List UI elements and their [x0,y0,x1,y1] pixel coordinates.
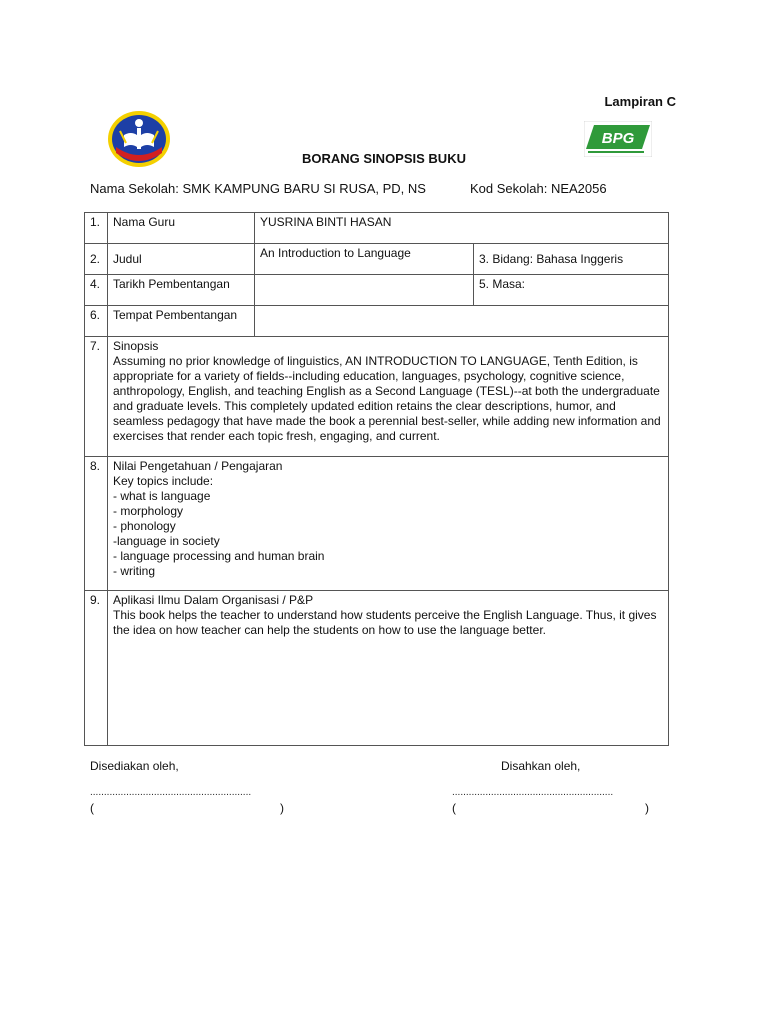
book-title-value[interactable]: An Introduction to Language [255,244,474,275]
presentation-place-label: Tempat Pembentangan [108,306,255,337]
row-number: 2. [85,244,108,275]
form-row-place [85,306,669,337]
form-row-knowledge [85,457,669,591]
knowledge-cell[interactable] [108,457,669,591]
prepared-by-label: Disediakan oleh, [90,759,179,773]
approved-open-paren: ( [452,801,456,815]
application-text: This book helps the teacher to understand how students perceive the English Language. Thus, it gives the idea on how teacher can help the students on how to use the language better. [113,608,657,637]
prepared-close-paren: ) [280,801,284,815]
knowledge-heading: Nilai Pengetahuan / Pengajaran [113,459,283,473]
presentation-place-value[interactable] [255,306,669,337]
appendix-label: Lampiran C [604,94,676,109]
presentation-date-label: Tarikh Pembentangan [108,275,255,306]
bpg-logo-text: BPG [601,130,635,147]
row-number: 9. [85,591,108,746]
school-name: Nama Sekolah: SMK KAMPUNG BARU SI RUSA, PD, NS [90,181,426,196]
approved-signature-line[interactable]: .......................................................... [452,787,614,798]
row-number: 7. [85,337,108,457]
synopsis-form-table [84,212,669,746]
prepared-signature-line[interactable]: .......................................................... [90,787,252,798]
form-row-date [85,275,669,306]
row-number: 8. [85,457,108,591]
form-row-application [85,591,669,746]
prepared-open-paren: ( [90,801,94,815]
book-title-label: Judul [108,244,255,275]
row-number: 4. [85,275,108,306]
form-row-title [85,244,669,275]
form-row-teacher [85,213,669,244]
form-title: BORANG SINOPSIS BUKU [302,151,466,166]
synopsis-cell[interactable] [108,337,669,457]
row-number: 1. [85,213,108,244]
time-label[interactable]: 5. Masa: [474,275,669,306]
synopsis-text: Assuming no prior knowledge of linguistics, AN INTRODUCTION TO LANGUAGE, Tenth Edition, is appropriate for a variety of fields--including education, languages, psychology, cognitive science, anthropology, English, and teaching English as a Second Language (TESL)--at both the undergraduate and graduate levels. This completely updated edition retains the clear descriptions, humor, and seamless pedagogy that have made the book a perennial best-seller, while adding new information and exercises that render each topic fresh, engaging, and current. [113,354,661,443]
approved-by-label: Disahkan oleh, [501,759,581,773]
application-heading: Aplikasi Ilmu Dalam Organisasi / P&P [113,593,314,607]
knowledge-text: Key topics include: - what is language - morphology - phonology -language in society - language processing and human brain - writing [113,474,325,578]
presentation-date-value[interactable] [255,275,474,306]
row-number: 6. [85,306,108,337]
synopsis-heading: Sinopsis [113,339,159,353]
school-code: Kod Sekolah: NEA2056 [470,181,607,196]
field-label[interactable]: 3. Bidang: Bahasa Inggeris [474,244,669,275]
teacher-name-value[interactable]: YUSRINA BINTI HASAN [255,213,669,244]
form-row-synopsis [85,337,669,457]
teacher-name-label: Nama Guru [108,213,255,244]
application-cell[interactable] [108,591,669,746]
approved-close-paren: ) [645,801,649,815]
